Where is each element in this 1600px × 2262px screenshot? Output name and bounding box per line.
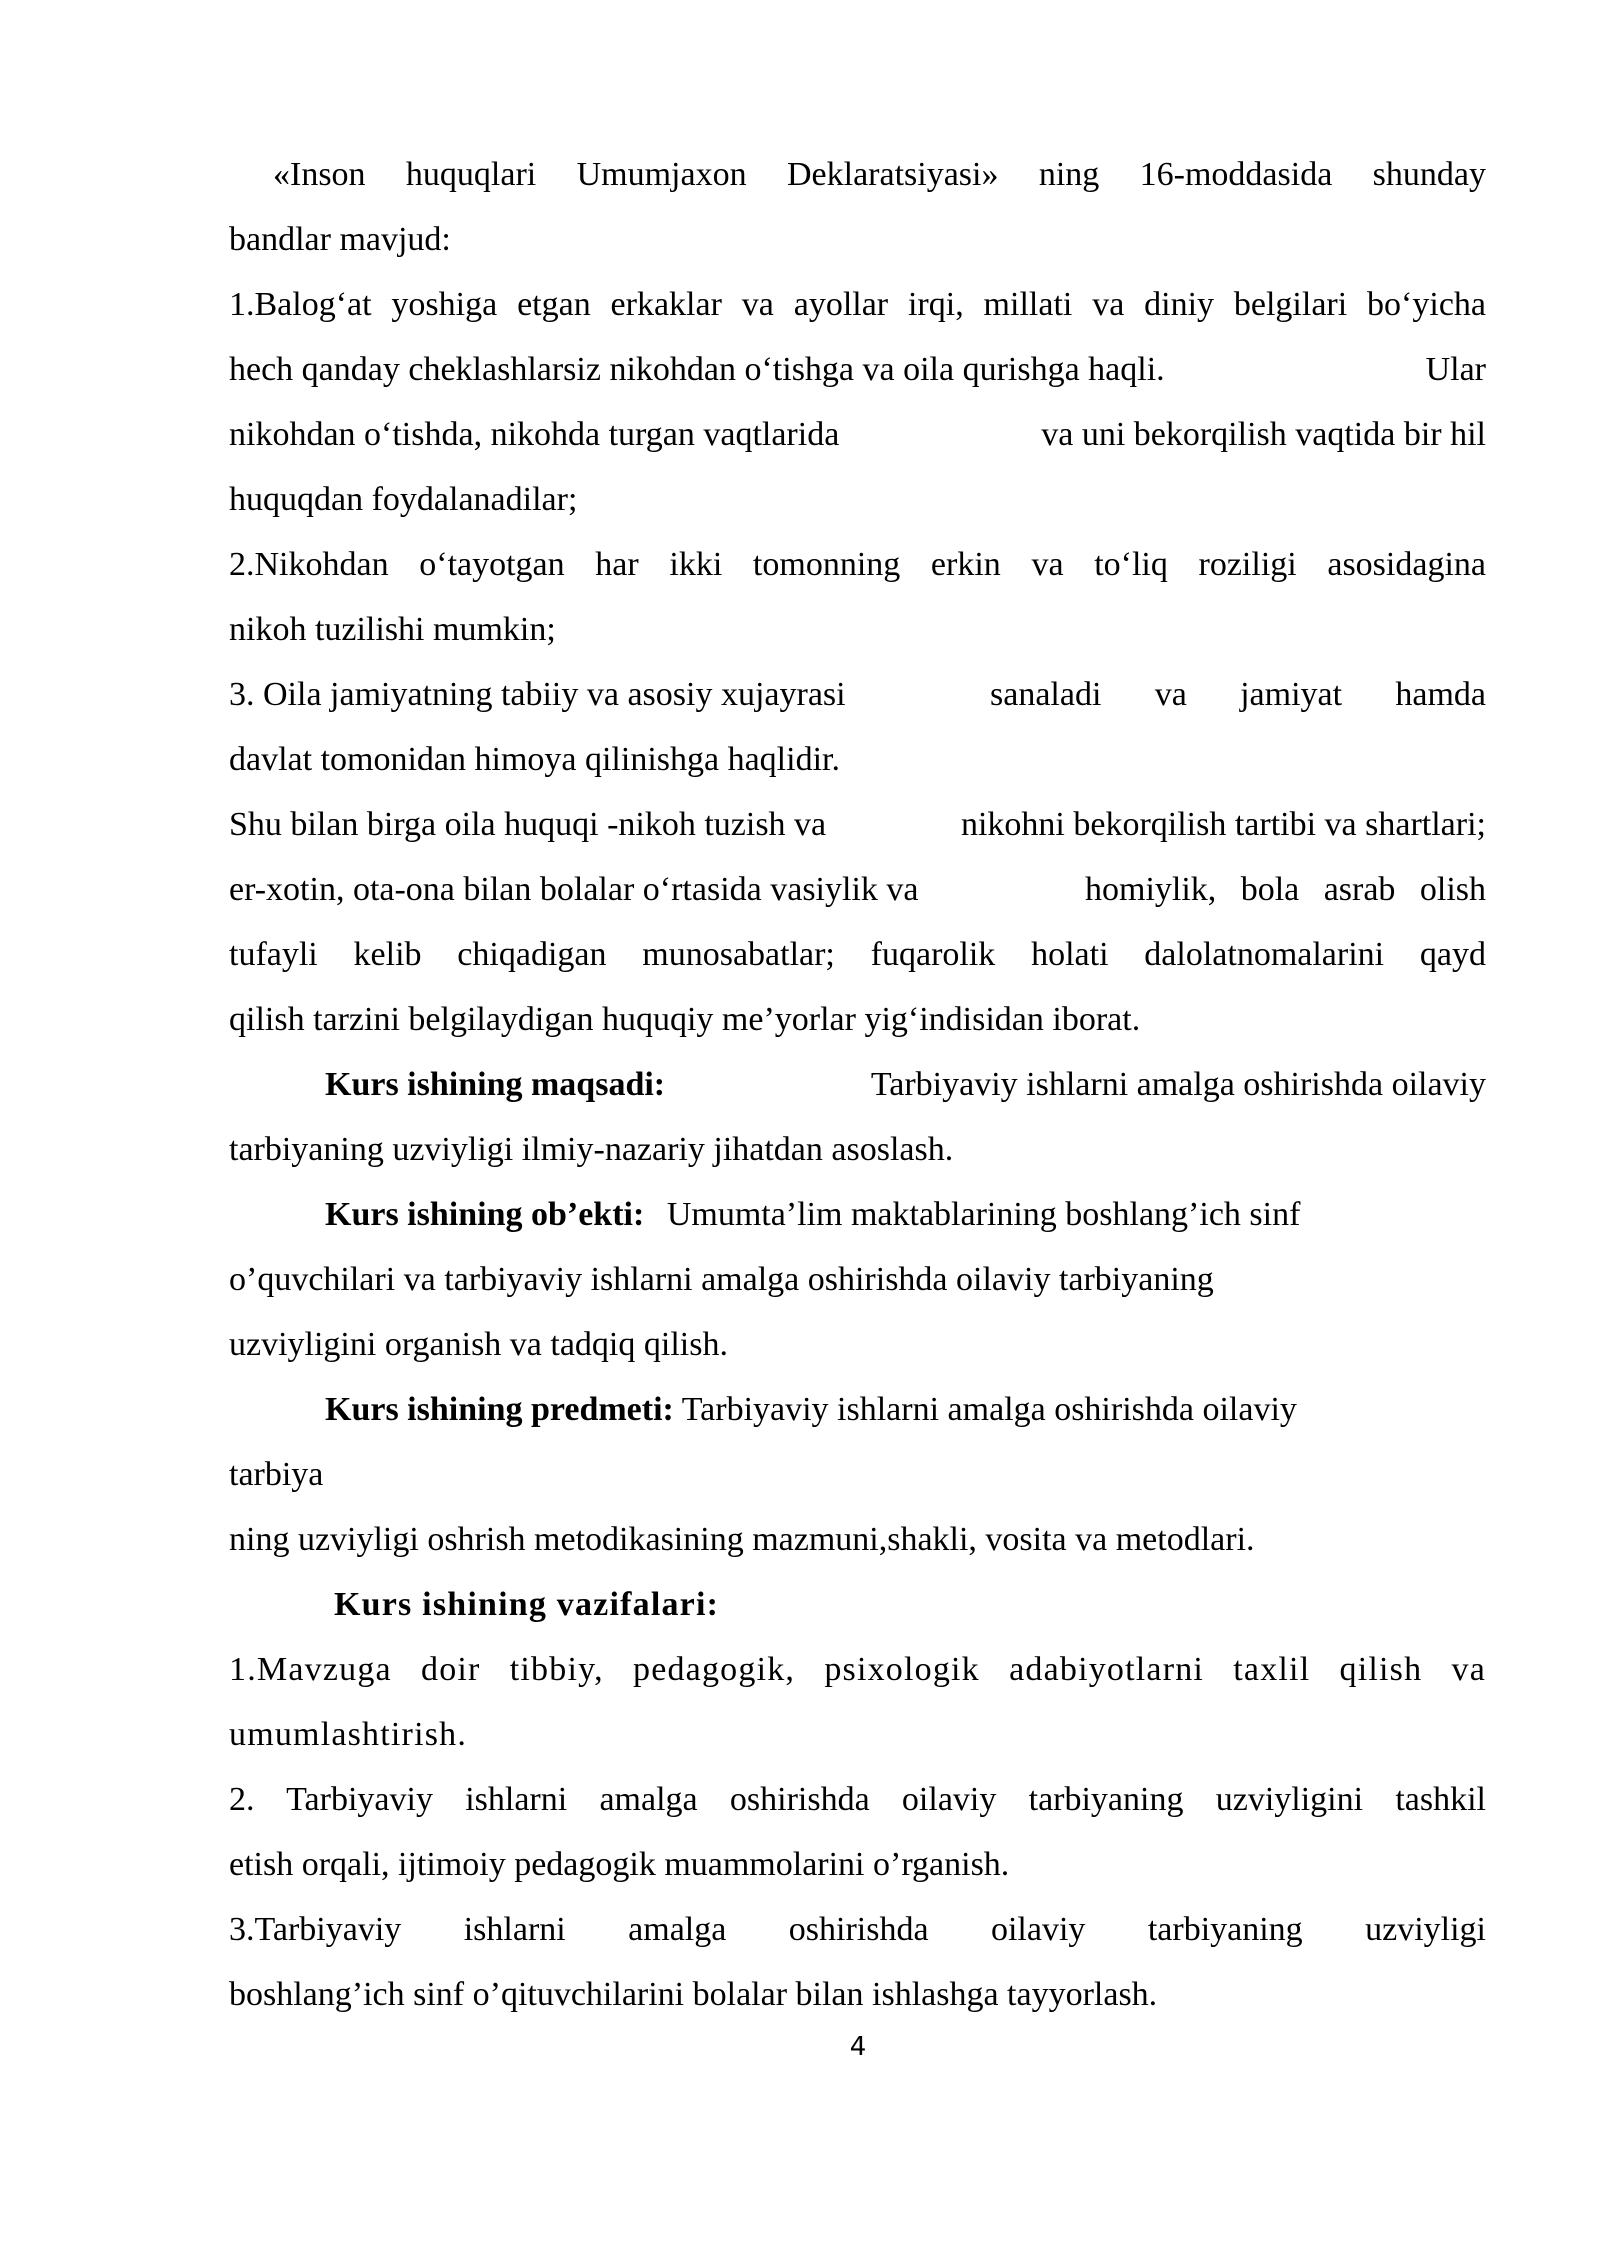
goal-text: Tarbiyaviy ishlarni amalga oshirishda oilaviy	[870, 1066, 1486, 1103]
text-line: «Inson huquqlari Umumjaxon Deklaratsiyasi» ning 16-moddasida shunday	[273, 156, 1486, 193]
text-line: huquqdan foydalanadilar;	[229, 481, 578, 518]
text-line: uzviyligini organish va tadqiq qilish.	[229, 1326, 728, 1363]
text-line: davlat tomonidan himoya qilinishga haqlidir.	[229, 741, 840, 778]
text-line: Shu bilan birga oila huquqi -nikoh tuzish va	[229, 806, 827, 843]
object-heading: Kurs ishining ob’ekti:	[325, 1196, 645, 1233]
text-line: 2. Tarbiyaviy ishlarni amalga oshirishda oilaviy tarbiyaning uzviyligini tashkil	[229, 1781, 1486, 1818]
page-number: 4	[849, 2032, 867, 2062]
text-line: etish orqali, ijtimoiy pedagogik muammolarini o’rganish.	[229, 1846, 1010, 1883]
text-line: nikohdan o‘tishda, nikohda turgan vaqtlarida	[229, 416, 840, 453]
goal-paragraph-line	[325, 1063, 1486, 1107]
text-line: sanaladi va jamiyat hamda	[990, 676, 1486, 713]
text-line: 3.Tarbiyaviy ishlarni amalga oshirishda oilaviy tarbiyaning uzviyligi	[229, 1911, 1486, 1948]
text-line: 2.Nikohdan o‘tayotgan har ikki tomonning erkin va to‘liq roziligi asosidagina	[229, 546, 1486, 583]
text-line: qilish tarzini belgilaydigan huquqiy me’yorlar yig‘indisidan iborat.	[229, 1001, 1141, 1038]
object-paragraph-line	[325, 1193, 1486, 1237]
text-line: nikoh tuzilishi mumkin;	[229, 611, 556, 648]
goal-heading: Kurs ishining maqsadi:	[325, 1066, 666, 1103]
text-line: 1.Mavzuga doir tibbiy, pedagogik, psixologik adabiyotlarni taxlil qilish va	[229, 1651, 1486, 1688]
subject-heading: Kurs ishining predmeti:	[325, 1391, 674, 1428]
text-line: tufayli kelib chiqadigan munosabatlar; fuqarolik holati dalolatnomalarini qayd	[229, 936, 1486, 973]
text-line: o’quvchilari va tarbiyaviy ishlarni amalga oshirishda oilaviy tarbiyaning	[229, 1261, 1214, 1298]
text-line: tarbiyaning uzviyligi ilmiy-nazariy jihatdan asoslash.	[229, 1131, 954, 1168]
object-text: Umumta’lim maktablarining boshlang’ich sinf	[666, 1196, 1301, 1233]
text-line: boshlang’ich sinf o’qituvchilarini bolalar bilan ishlashga tayyorlash.	[229, 1976, 1158, 2013]
text-line: ning uzviyligi oshrish metodikasining mazmuni,shakli, vosita va metodlari.	[229, 1521, 1255, 1558]
text-line: nikohni bekorqilish tartibi va shartlari;	[960, 806, 1486, 843]
text-line: homiylik, bola asrab olish	[1085, 871, 1486, 908]
text-line: Ular	[1425, 351, 1486, 388]
text-line: hech qanday cheklashlarsiz nikohdan o‘tishga va oila qurishga haqli.	[229, 351, 1165, 388]
text-line: 3. Oila jamiyatning tabiiy va asosiy xujayrasi	[229, 676, 846, 713]
text-line: tarbiya	[229, 1456, 324, 1493]
subject-text: Tarbiyaviy ishlarni amalga oshirishda oilaviy	[681, 1391, 1297, 1428]
text-line: er-xotin, ota-ona bilan bolalar o‘rtasida vasiylik va	[229, 871, 919, 908]
text-line: 1.Balog‘at yoshiga etgan erkaklar va ayollar irqi, millati va diniy belgilari bo‘yicha	[229, 286, 1486, 323]
text-line: va uni bekorqilish vaqtida bir hil	[1041, 416, 1486, 453]
tasks-heading: Kurs ishining vazifalari:	[334, 1586, 720, 1623]
text-line: bandlar mavjud:	[229, 221, 451, 258]
text-line: umumlashtirish.	[229, 1716, 468, 1753]
subject-paragraph-line	[325, 1388, 1486, 1432]
